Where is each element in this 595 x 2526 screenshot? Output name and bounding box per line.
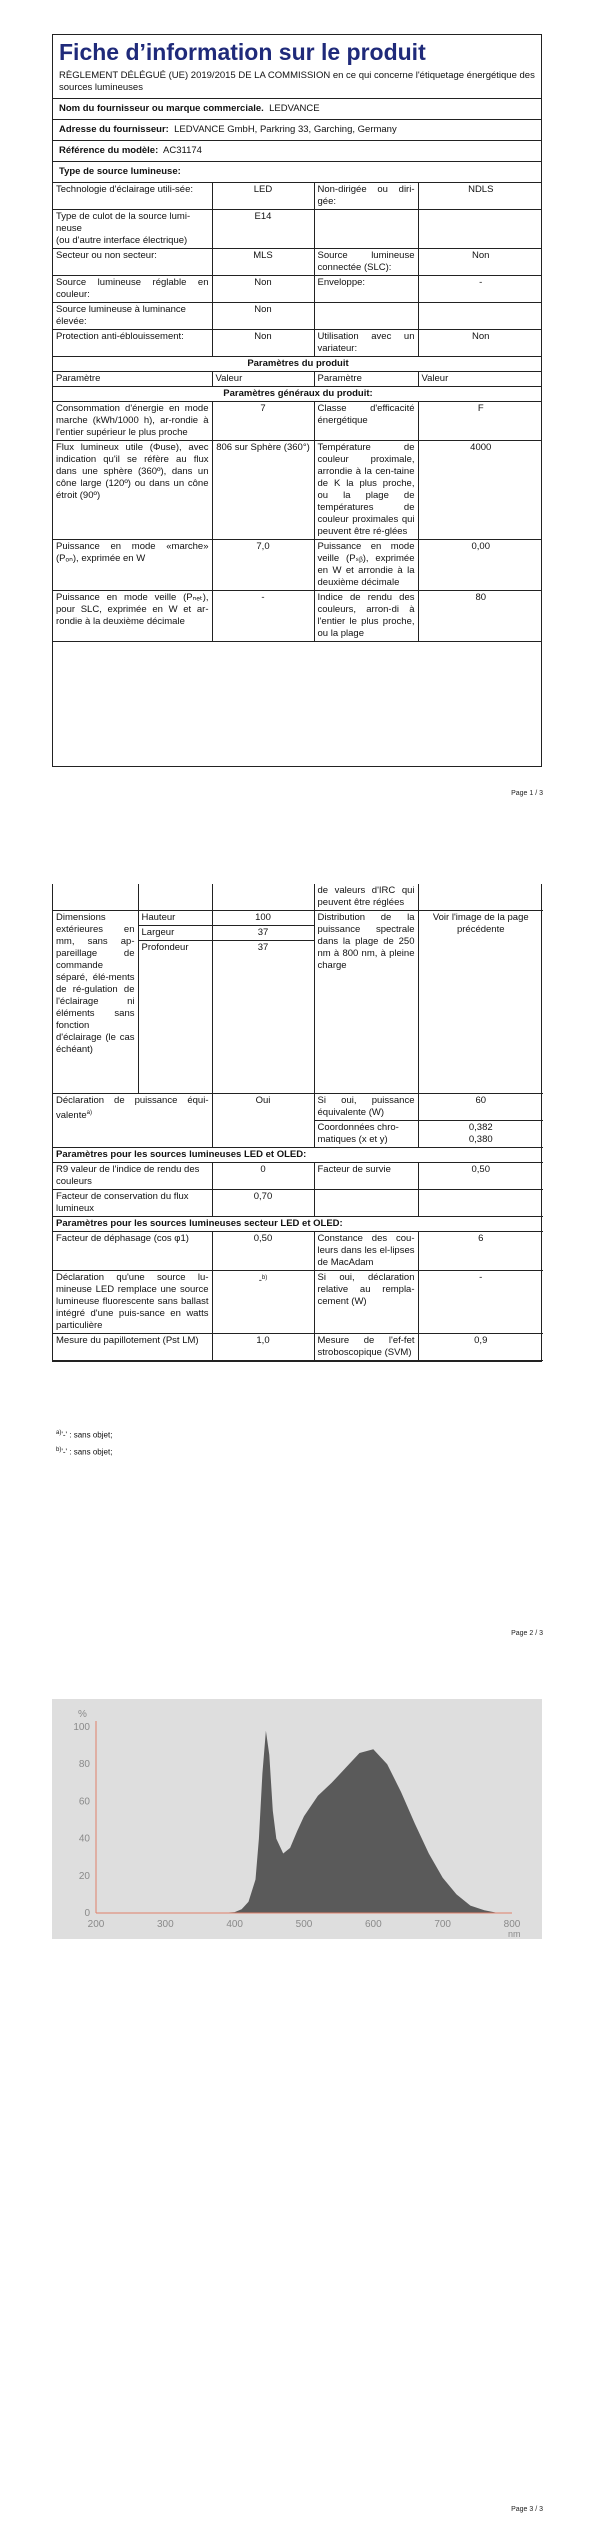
supplier-row — [53, 99, 541, 120]
supplier-value: LEDVANCE — [269, 103, 320, 114]
y-tick-label: 60 — [78, 1796, 90, 1808]
page-title: Fiche d’information sur le produit — [59, 39, 426, 65]
cell: Secteur ou non secteur: — [53, 249, 212, 276]
cell: Facteur de déphasage (cos φ1) — [53, 1232, 212, 1271]
page-3 — [0, 1695, 595, 2526]
cell: Source lumineuse réglable en couleur: — [53, 276, 212, 303]
chroma-y: 0,380 — [468, 1134, 493, 1145]
footnote-b — [56, 1443, 112, 1460]
page-number: Page 2 / 3 — [511, 1630, 543, 1637]
cell: 100 — [212, 911, 314, 926]
x-tick-label: 300 — [156, 1919, 174, 1930]
table-row — [53, 330, 542, 357]
cell: 0,50 — [418, 1163, 543, 1190]
cell: Consommation d'énergie en mode marche (kWh/1000 h), ar-rondie à l'entier supérieur le plus proche — [53, 402, 212, 441]
x-tick-label: 200 — [87, 1919, 105, 1930]
cell: Protection anti-éblouissement: — [53, 330, 212, 357]
cell: Source lumineuse à luminance élevée: — [53, 303, 212, 330]
spectrum-chart-svg — [52, 1699, 542, 1939]
cell: Voir l'image de la page précédente — [418, 911, 543, 1094]
led-heading: Paramètres pour les sources lumineuses LED et OLED: — [53, 1148, 543, 1163]
source-type-heading: Type de source lumineuse: — [53, 162, 541, 183]
footnote-mark: a) — [56, 1430, 62, 1436]
address-label: Adresse du fournisseur: — [59, 124, 169, 135]
cell: Mesure de l'ef-fet stroboscopique (SVM) — [314, 1334, 418, 1361]
table-row — [53, 1232, 543, 1271]
table-row — [53, 1334, 543, 1361]
cell — [418, 1121, 543, 1148]
cell — [418, 884, 543, 911]
table-row — [53, 911, 543, 926]
cell: E14 — [212, 210, 314, 249]
cell — [418, 303, 542, 330]
cell: Si oui, déclaration relative au rempla-cement (W) — [314, 1271, 418, 1334]
mains-heading: Paramètres pour les sources lumineuses secteur LED et OLED: — [53, 1217, 543, 1232]
cell: Non — [212, 303, 314, 330]
table-row — [53, 183, 542, 210]
y-tick-label: 20 — [78, 1870, 90, 1882]
cell: 7,0 — [212, 540, 314, 591]
cell-text: Déclaration de puissance équi-valente — [56, 1095, 209, 1122]
cell: 0,70 — [212, 1190, 314, 1217]
y-tick-label: 40 — [78, 1833, 90, 1845]
column-header: Valeur — [212, 372, 314, 387]
cell: Non-dirigée ou diri-gée: — [314, 183, 418, 210]
table-row — [53, 1217, 543, 1232]
footnote-mark: b) — [56, 1446, 62, 1453]
column-header: Paramètre — [53, 372, 212, 387]
cell — [138, 884, 212, 911]
cell: F — [418, 402, 542, 441]
footnote-text: '-' : sans objet; — [61, 1430, 113, 1440]
cell: 1,0 — [212, 1334, 314, 1361]
chroma-x: 0,382 — [468, 1122, 493, 1133]
cell-text: - — [258, 1275, 262, 1287]
page-number: Page 3 / 3 — [511, 2506, 543, 2513]
general-heading: Paramètres généraux du produit: — [53, 387, 542, 402]
cell: Facteur de survie — [314, 1163, 418, 1190]
cell: - — [418, 1271, 543, 1334]
page-number: Page 1 / 3 — [511, 790, 543, 797]
cell: NDLS — [418, 183, 542, 210]
cell: Largeur — [138, 926, 212, 941]
product-sheet — [52, 34, 542, 767]
cell: - — [418, 276, 542, 303]
cell: Hauteur — [138, 911, 212, 926]
cell: Oui — [212, 1094, 314, 1148]
cell: Facteur de conservation du flux lumineux — [53, 1190, 212, 1217]
cell: 4000 — [418, 441, 542, 540]
model-value: AC31174 — [163, 145, 202, 156]
cell: 60 — [418, 1094, 543, 1121]
cell — [53, 210, 212, 249]
address-row — [53, 120, 541, 141]
x-tick-label: 500 — [295, 1919, 313, 1930]
regulation-text: RÈGLEMENT DÉLÉGUÉ (UE) 2019/2015 DE LA COMMISSION en ce qui concerne l'étiquetage énergétique des sources lumineuses — [53, 68, 541, 99]
table-row — [53, 357, 542, 372]
cell: de valeurs d'IRC qui peuvent être réglées — [314, 884, 418, 911]
x-tick-label: 800 — [503, 1919, 521, 1930]
cell: Non — [212, 330, 314, 357]
cell: 37 — [212, 926, 314, 941]
cell: Non — [418, 249, 542, 276]
table-row — [53, 441, 542, 540]
table-row — [53, 1148, 543, 1163]
table-header-row — [53, 372, 542, 387]
footnote-a — [56, 1426, 112, 1443]
x-tick-label: 600 — [364, 1919, 382, 1930]
cell: 0 — [212, 1163, 314, 1190]
page-2 — [0, 860, 595, 1660]
y-tick-label: 100 — [73, 1722, 90, 1733]
cell: Si oui, puissance équivalente (W) — [314, 1094, 418, 1121]
cell: - — [212, 591, 314, 642]
params-heading: Paramètres du produit — [53, 357, 542, 372]
cell: Puissance en mode veille (Pₙₑₜ), pour SLC, exprimée en W et ar-rondie à la deuxième décimale — [53, 591, 212, 642]
cell: R9 valeur de l'indice de rendu des couleurs — [53, 1163, 212, 1190]
cell: Puissance en mode «marche» (Pₒₙ), exprimée en W — [53, 540, 212, 591]
table-row — [53, 1094, 543, 1121]
cell: 0,9 — [418, 1334, 543, 1361]
table-row — [53, 1271, 543, 1334]
footnote-ref: a) — [86, 1110, 92, 1116]
x-axis-label: nm — [508, 1929, 521, 1939]
cell — [212, 1271, 314, 1334]
cell: Puissance en mode veille (Pₛᵦ), exprimée en W et arrondie à la deuxième décimale — [314, 540, 418, 591]
column-header: Paramètre — [314, 372, 418, 387]
cell: Mesure du papillotement (Pst LM) — [53, 1334, 212, 1361]
cell: Classe d'efficacité énergétique — [314, 402, 418, 441]
cell: LED — [212, 183, 314, 210]
cell: 806 sur Sphère (360°) — [212, 441, 314, 540]
y-tick-label: 0 — [84, 1908, 90, 1919]
cell — [418, 1190, 543, 1217]
model-row — [53, 141, 541, 162]
page-1 — [0, 0, 595, 800]
cell: 7 — [212, 402, 314, 441]
table-row — [53, 276, 542, 303]
cell: Profondeur — [138, 941, 212, 1094]
cell: Source lumineuse connectée (SLC): — [314, 249, 418, 276]
cell: Température de couleur proximale, arrondie à la cen-taine de K la plus proche, ou la plage de températures de couleur proximales qui peuvent être ré-glées — [314, 441, 418, 540]
model-label: Référence du modèle: — [59, 145, 159, 156]
spectrum-chart — [52, 1699, 542, 1939]
footnote-ref: b) — [261, 1275, 268, 1281]
cell: 37 — [212, 941, 314, 1094]
cell: Flux lumineux utile (Φuse), avec indication qu'il se réfère au flux dans une sphère (360º), dans un cône large (120º) ou dans un cône étroit (90º) — [53, 441, 212, 540]
cell — [314, 303, 418, 330]
cell-line: (ou d'autre interface électrique) — [56, 235, 188, 246]
column-header: Valeur — [418, 372, 542, 387]
y-axis-label: % — [78, 1709, 87, 1720]
table-row — [53, 303, 542, 330]
supplier-label: Nom du fournisseur ou marque commerciale. — [59, 103, 264, 114]
cell — [418, 210, 542, 249]
product-table-2 — [53, 884, 543, 1361]
table-row — [53, 884, 543, 911]
cell: 6 — [418, 1232, 543, 1271]
cell — [212, 884, 314, 911]
y-tick-label: 80 — [78, 1759, 90, 1771]
table-row — [53, 210, 542, 249]
cell: Coordonnées chro-matiques (x et y) — [314, 1121, 418, 1148]
cell: Dimensions extérieures en mm, sans ap-pareillage de commande séparé, élé-ments de ré-gulation de l'éclairage ni éléments sans fonction d'éclairage (le cas échéant) — [53, 911, 138, 1094]
table-row — [53, 540, 542, 591]
cell: Utilisation avec un variateur: — [314, 330, 418, 357]
cell: MLS — [212, 249, 314, 276]
spectrum-area — [221, 1731, 498, 1913]
cell: Déclaration qu'une source lu-mineuse LED remplace une source lumineuse fluorescente sans ballast intégré d'une puis-sance en watts particulière — [53, 1271, 212, 1334]
table-row — [53, 249, 542, 276]
address-value: LEDVANCE GmbH, Parkring 33, Garching, Germany — [174, 124, 397, 135]
product-sheet-continued — [52, 884, 542, 1362]
table-row — [53, 591, 542, 642]
table-row — [53, 402, 542, 441]
cell: 0,00 — [418, 540, 542, 591]
cell: Indice de rendu des couleurs, arron-di à l'entier le plus proche, ou la plage — [314, 591, 418, 642]
cell — [314, 210, 418, 249]
footnote-text: '-' : sans objet; — [61, 1447, 113, 1457]
cell: 0,50 — [212, 1232, 314, 1271]
cell: Non — [418, 330, 542, 357]
x-tick-label: 700 — [434, 1919, 452, 1930]
product-table-1 — [53, 183, 542, 642]
x-tick-label: 400 — [226, 1919, 244, 1930]
table-row — [53, 387, 542, 402]
cell: Technologie d'éclairage utili-sée: — [53, 183, 212, 210]
table-row — [53, 1163, 543, 1190]
cell: Non — [212, 276, 314, 303]
footnotes — [56, 1426, 112, 1459]
cell — [53, 1094, 212, 1148]
cell: 80 — [418, 591, 542, 642]
cell — [314, 1190, 418, 1217]
cell: Constance des cou-leurs dans les el-lipses de MacAdam — [314, 1232, 418, 1271]
cell: Distribution de la puissance spectrale dans la plage de 250 nm à 800 nm, à pleine charge — [314, 911, 418, 1094]
table-row — [53, 1190, 543, 1217]
cell — [53, 884, 138, 911]
cell: Enveloppe: — [314, 276, 418, 303]
cell-line: Type de culot de la source lumi-neuse — [56, 211, 191, 234]
